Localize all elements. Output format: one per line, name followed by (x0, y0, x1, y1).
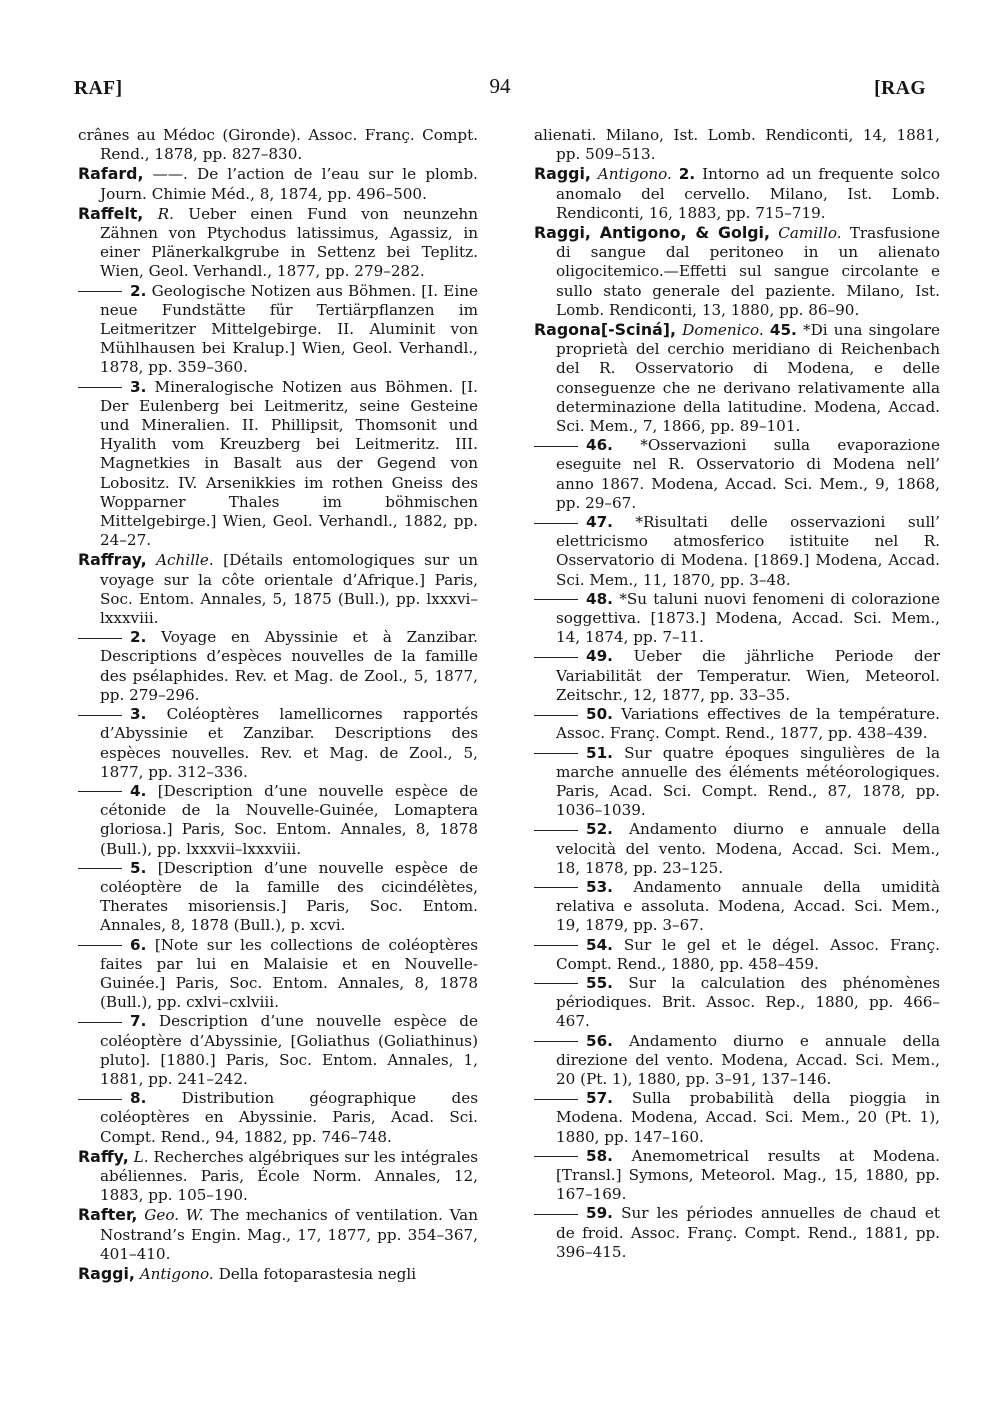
repeat-author-dash (78, 1022, 122, 1023)
entry-number: 3. (130, 377, 147, 396)
entry-text: Andamento diurno e annuale della direzione del vento. Modena, Accad. Sci. Mem., 20 (Pt. 1), 1880, pp. 3–91, 137–146. (556, 1031, 940, 1088)
bibliography-entry (534, 513, 940, 590)
entry-text: *Su taluni nuovi fenomeni di colorazione soggettiva. [1873.] Modena, Accad. Sci. Mem., 14, 1874, pp. 7–11. (556, 589, 940, 647)
entry-number: 52. (586, 820, 613, 839)
entry-text: Anemometrical results at Modena. [Transl.] Symons, Meteorol. Mag., 15, 1880, pp. 167–169. (556, 1146, 940, 1204)
entry-text: [Description d’une nouvelle espèce de cétonide de la Nouvelle-Guinée, Lomaptera gloriosa.] Paris, Soc. Entom. Annales, 8, 1878 (Bull.), pp. lxxxvii–lxxxviii. (100, 781, 479, 858)
entry-text: [Description d’une nouvelle espèce de coléoptère de la famille des cicindélètes, Therates misoriensis.] Paris, Soc. Entom. Annales, 8, 1878 (Bull.), p. xcvi. (100, 858, 479, 935)
bibliography-entry (534, 1032, 940, 1090)
entry-given-name: Antigono. (139, 1264, 214, 1283)
bibliography-entry (78, 628, 478, 705)
bibliography-entry (534, 974, 940, 1032)
entry-number: 45. (769, 321, 797, 340)
entry-text: Sulla probabilità della pioggia in Modena. Modena, Accad. Sci. Mem., 20 (Pt. 1), 1880, pp. 147–160. (556, 1089, 940, 1146)
entry-text: Andamento annuale della umidità relativa e assoluta. Modena, Accad. Sci. Mem., 19, 1879, pp. 3–67. (556, 877, 941, 935)
repeat-author-dash (534, 715, 578, 716)
entry-number: 50. (586, 705, 613, 724)
bibliography-entry (78, 1264, 478, 1284)
entry-author: Raffelt, (78, 203, 144, 223)
entry-text: *Risultati delle osservazioni sull’ elettricismo atmosferico istituite nel R. Osservatorio di Modena. [1869.] Modena, Accad. Sci. Mem., 11, 1870, pp. 3–48. (556, 513, 940, 589)
bibliography-entry (534, 164, 940, 223)
repeat-author-dash (78, 638, 122, 639)
entry-number: 58. (586, 1146, 613, 1165)
entry-number: 55. (586, 973, 613, 992)
entry-text: Description d’une nouvelle espèce de coléoptère d’Abyssinie, [Goliathus (Goliathinus) pluto]. [1880.] Paris, Soc. Entom. Annales, 1, 1881, pp. 241–242. (100, 1012, 479, 1088)
repeat-author-dash (534, 983, 578, 984)
entry-text: *Di una singolare proprietà del cerchio meridiano di Reichenbach del R. Osservatorio di Modena, e delle conseguenze che ne derivano relativamente alla determinazione della latitudine. Modena, Accad. Sci. Mem., 7, 1866, pp. 89–101. (556, 321, 941, 436)
bibliography-entry (78, 1205, 478, 1264)
bibliography-entry (534, 126, 940, 164)
entry-number: 49. (586, 647, 613, 666)
bibliography-entry (534, 436, 940, 513)
entry-text: Della fotoparastesia negli (218, 1264, 417, 1283)
entry-given-name: L. (133, 1147, 149, 1166)
entry-author: Rafter, (78, 1205, 138, 1225)
bibliography-entry (78, 859, 478, 936)
repeat-author-dash (534, 1099, 578, 1100)
entry-author: Rafard, (78, 164, 144, 184)
repeat-author-dash (78, 715, 122, 716)
bibliography-entry (534, 647, 940, 705)
bibliography-entry (534, 936, 940, 974)
bibliography-entry (534, 820, 940, 878)
bibliography-entry (78, 204, 478, 282)
entry-text: crânes au Médoc (Gironde). Assoc. Franç. Compt. Rend., 1878, pp. 827–830. (78, 126, 478, 164)
entry-number: 3. (130, 705, 147, 724)
entry-given-name: Achille. (156, 551, 214, 570)
bibliography-entry (534, 320, 940, 436)
entry-text: Voyage en Abyssinie et à Zanzibar. Descriptions d’espèces nouvelles de la famille des psélaphides. Rev. et Mag. de Zool., 5, 1877, pp. 279–296. (100, 628, 479, 704)
entry-text: The mechanics of ventilation. Van Nostrand’s Engin. Mag., 17, 1877, pp. 354–367, 401–410. (100, 1206, 479, 1263)
repeat-author-dash (78, 945, 122, 946)
page-header (74, 74, 926, 118)
entry-text: Sur le gel et le dégel. Assoc. Franç. Compt. Rend., 1880, pp. 458–459. (556, 935, 940, 973)
entry-author: Raggi, (534, 164, 591, 184)
entry-number: 2. (130, 628, 147, 647)
bibliography-entry (534, 1204, 940, 1262)
repeat-author-dash (534, 523, 578, 524)
repeat-author-dash (534, 830, 578, 831)
bibliography-entry (534, 744, 940, 821)
entry-text: alienati. Milano, Ist. Lomb. Rendiconti, 14, 1881, pp. 509–513. (534, 126, 940, 164)
entry-text: Ueber einen Fund von neunzehn Zähnen von Ptychodus latissimus, Agassiz, in einer Plänerkalkgrube in Settenz bei Teplitz. Wien, Geol. Verhandl., 1877, pp. 279–282. (100, 204, 478, 281)
entry-number: 47. (586, 513, 613, 532)
entry-number: 4. (130, 781, 147, 800)
repeat-author-dash (78, 868, 122, 869)
bibliography-entry (534, 878, 940, 936)
bibliography-entry (78, 164, 478, 203)
entry-text: Variations effectives de la température. Assoc. Franç. Compt. Rend., 1877, pp. 438–439. (556, 705, 941, 743)
bibliography-entry (78, 705, 478, 782)
bibliography-entry (78, 1012, 478, 1089)
entry-author: Raggi, Antigono, & Golgi, (534, 223, 770, 243)
entry-text: [Note sur les collections de coléoptères faites par lui en Malaisie et en Nouvelle-Guinée.] Paris, Soc. Entom. Annales, 8, 1878 (Bull.), pp. cxlvi–cxlviii. (100, 935, 478, 1012)
entry-given-name: Domenico. (682, 321, 764, 340)
entry-text: ——. De l’action de l’eau sur le plomb. Journ. Chimie Méd., 8, 1874, pp. 496–500. (100, 165, 478, 203)
entry-number: 5. (130, 858, 147, 877)
repeat-author-dash (534, 753, 578, 754)
entry-number: 57. (586, 1089, 613, 1108)
entry-number: 2. (130, 281, 147, 300)
entry-text: Sur la calculation des phénomènes périodiques. Brit. Assoc. Rep., 1880, pp. 466–467. (556, 973, 941, 1031)
repeat-author-dash (78, 291, 122, 292)
bibliography-entry (78, 378, 478, 551)
entry-author: Raggi, (78, 1263, 135, 1283)
entry-number: 6. (130, 935, 147, 954)
entry-given-name: R. (157, 204, 174, 223)
running-head-right: [RAG (874, 78, 926, 99)
entry-number: 7. (130, 1012, 147, 1031)
repeat-author-dash (534, 446, 578, 447)
entry-text: [Détails entomologiques sur un voyage sur la côte orientale d’Afrique.] Paris, Soc. Entom. Annales, 5, 1875 (Bull.), pp. lxxxvi–lxxxviii. (100, 551, 478, 628)
left-column (78, 126, 478, 1284)
entry-number: 53. (586, 877, 613, 896)
running-head-left: RAF] (74, 78, 123, 99)
entry-text: Ueber die jährliche Periode der Variabilität der Temperatur. Wien, Meteorol. Zeitschr., 12, 1877, pp. 33–35. (556, 647, 940, 704)
repeat-author-dash (534, 1041, 578, 1042)
entry-author: Ragona[-Sciná], (534, 320, 676, 340)
repeat-author-dash (534, 657, 578, 658)
entry-number: 59. (586, 1204, 613, 1223)
entry-number: 48. (586, 589, 613, 608)
entry-given-name: Geo. W. (144, 1206, 204, 1225)
entry-text: Intorno ad un frequente solco anomalo del cervello. Milano, Ist. Lomb. Rendiconti, 16, 1883, pp. 715–719. (556, 165, 941, 222)
entry-author: Raffy, (78, 1146, 129, 1166)
entry-text: Distribution géographique des coléoptères en Abyssinie. Paris, Acad. Sci. Compt. Rend., 94, 1882, pp. 746–748. (100, 1089, 479, 1146)
entry-text: Sur quatre époques singulières de la marche annuelle des éléments météorologiques. Paris, Acad. Sci. Compt. Rend., 87, 1878, pp. 1036–1039. (556, 743, 941, 820)
entry-number: 46. (586, 436, 613, 455)
repeat-author-dash (534, 887, 578, 888)
entry-number: 56. (586, 1031, 613, 1050)
entry-text: Recherches algébriques sur les intégrales abéliennes. Paris, École Norm. Annales, 12, 1883, pp. 105–190. (100, 1147, 478, 1205)
entry-text: Mineralogische Notizen aus Böhmen. [I. Der Eulenberg bei Leitmeritz, seine Gesteine und Mineralien. II. Phillipsit, Thomsonit und Hyalith vom Kreuzberg bei Leitmeritz. III. Magnetkies in Basalt aus der Gegend von Lobositz. IV. Arsenikkies im rothen Gneiss des Wopparner Thales im böhmischen Mittelgebirge.] Wien, Geol. Verhandl., 1882, pp. 24–27. (100, 377, 479, 550)
entry-author: Raffray, (78, 550, 147, 570)
bibliography-entry (78, 550, 478, 628)
entry-text: Coléoptères lamellicornes rapportés d’Abyssinie et Zanzibar. Descriptions des espèces nouvelles. Rev. et Mag. de Zool., 5, 1877, pp. 312–336. (100, 705, 478, 781)
entry-number: 8. (130, 1089, 147, 1108)
repeat-author-dash (78, 387, 122, 388)
repeat-author-dash (534, 599, 578, 600)
right-column (534, 126, 940, 1262)
entry-given-name: Antigono. (597, 165, 672, 184)
entry-number: 2. (678, 165, 696, 184)
repeat-author-dash (534, 945, 578, 946)
entry-text: Trasfusione di sangue dal peritoneo in un alienato oligocitemico.—Effetti sul sangue circolante e sullo stato generale del paziente. Milano, Ist. Lomb. Rendiconti, 13, 1880, pp. 86–90. (556, 224, 941, 319)
repeat-author-dash (534, 1214, 578, 1215)
entry-given-name: Camillo. (778, 224, 842, 243)
repeat-author-dash (78, 791, 122, 792)
bibliography-entry (78, 1147, 478, 1206)
bibliography-entry (534, 705, 940, 743)
bibliography-entry (78, 936, 478, 1013)
entry-number: 54. (586, 935, 613, 954)
bibliography-entry (78, 782, 478, 859)
bibliography-entry (78, 126, 478, 164)
entry-text: *Osservazioni sulla evaporazione eseguite nel R. Osservatorio di Modena nell’ anno 1867. Modena, Accad. Sci. Mem., 9, 1868, pp. 29–67. (556, 436, 941, 512)
bibliography-entry (78, 1089, 478, 1147)
entry-text: Sur les périodes annuelles de chaud et de froid. Assoc. Franç. Compt. Rend., 1881, pp. 396–415. (556, 1204, 941, 1261)
bibliography-entry (534, 223, 940, 320)
entry-text: Geologische Notizen aus Böhmen. [I. Eine neue Fundstätte für Tertiärpflanzen im Leitmeritzer Mittelgebirge. II. Aluminit von Mühlhausen bei Kralup.] Wien, Geol. Verhandl., 1878, pp. 359–360. (100, 281, 478, 377)
page-number: 94 (489, 74, 511, 98)
entry-text: Andamento diurno e annuale della velocità del vento. Modena, Accad. Sci. Mem., 18, 1878, pp. 23–125. (556, 820, 940, 877)
repeat-author-dash (78, 1099, 122, 1100)
bibliography-entry (534, 590, 940, 648)
repeat-author-dash (534, 1156, 578, 1157)
bibliography-entry (534, 1089, 940, 1147)
bibliography-entry (78, 282, 478, 378)
bibliography-entry (534, 1147, 940, 1205)
entry-number: 51. (586, 743, 613, 762)
